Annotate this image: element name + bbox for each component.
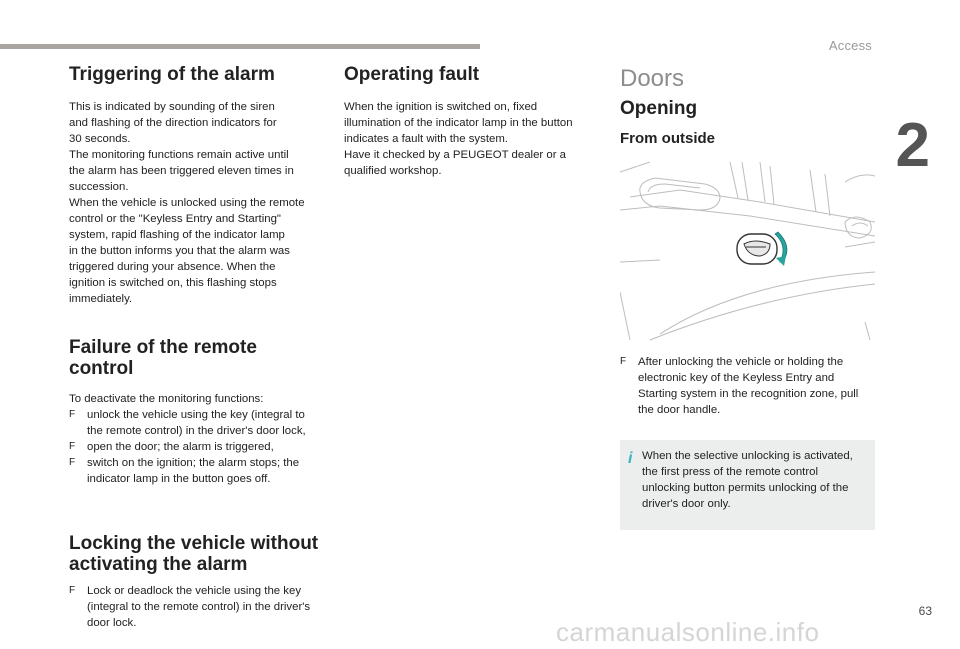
column-middle xyxy=(344,64,594,179)
section-label: Access xyxy=(828,38,872,53)
operating-fault-title: Operating fault xyxy=(344,64,480,85)
car-door-drawing xyxy=(620,162,875,342)
triggering-alarm-text: This is indicated by sounding of the siren and flashing of the direction indicators for 30 seconds. The monitoring functions remain active until the alarm has been triggered eleven times in succession. When the vehicle is unlocked using the remote control or the "Keyless Entry and Starting" system, rapid flashing of the indicator lamp in the button informs you that the alarm was triggered during your absence. When the ignition is switched on, this flashing stops immediately. xyxy=(69,101,305,305)
remote-failure-title: Failure of the remote control xyxy=(69,337,257,379)
column-right xyxy=(620,64,875,530)
bullet-icon: F xyxy=(69,457,76,468)
page-number: 63 xyxy=(918,604,932,618)
info-text: When the selective unlocking is activated, the first press of the remote control unlocking button permits unlocking of the driver's door only. xyxy=(642,450,853,510)
doors-title: Doors xyxy=(620,65,685,92)
opening-title: Opening xyxy=(620,98,698,119)
list-item: F After unlocking the vehicle or holding the electronic key of the Keyless Entry and Starting system in the recognition zone, pull the door handle. xyxy=(620,356,859,416)
watermark: carmanualsonline.info xyxy=(556,617,820,647)
triggering-alarm-title: Triggering of the alarm xyxy=(69,64,275,85)
info-box xyxy=(620,440,875,530)
remote-failure-intro: To deactivate the monitoring functions: xyxy=(69,393,264,405)
door-handle-illustration xyxy=(620,162,875,342)
list-item: F Lock or deadlock the vehicle using the key (integral to the remote control) in the driver's door lock. xyxy=(69,585,311,629)
locking-without-alarm-title: Locking the vehicle without activating the alarm xyxy=(69,533,319,575)
from-outside-title: From outside xyxy=(620,130,716,147)
bullet-icon: F xyxy=(620,356,627,367)
column-left xyxy=(69,64,327,631)
remote-failure-list xyxy=(69,407,327,487)
bullet-icon: F xyxy=(69,441,76,452)
operating-fault-text: When the ignition is switched on, fixed illumination of the indicator lamp in the button indicates a fault with the system. Have it checked by a PEUGEOT dealer or a qualified workshop. xyxy=(344,101,573,177)
opening-list xyxy=(620,354,875,418)
door-handle-icon xyxy=(737,232,787,266)
bullet-icon: F xyxy=(69,409,76,420)
list-item: F unlock the vehicle using the key (integral to the remote control) in the driver's door lock, xyxy=(69,409,306,437)
list-item: F switch on the ignition; the alarm stops; the indicator lamp in the button goes off. xyxy=(69,457,300,485)
chapter-number: 2 xyxy=(895,111,930,180)
list-item: F open the door; the alarm is triggered, xyxy=(69,441,274,453)
top-rule xyxy=(0,44,480,49)
bullet-icon: F xyxy=(69,585,76,596)
info-icon: i xyxy=(628,450,633,467)
locking-list xyxy=(69,583,327,631)
